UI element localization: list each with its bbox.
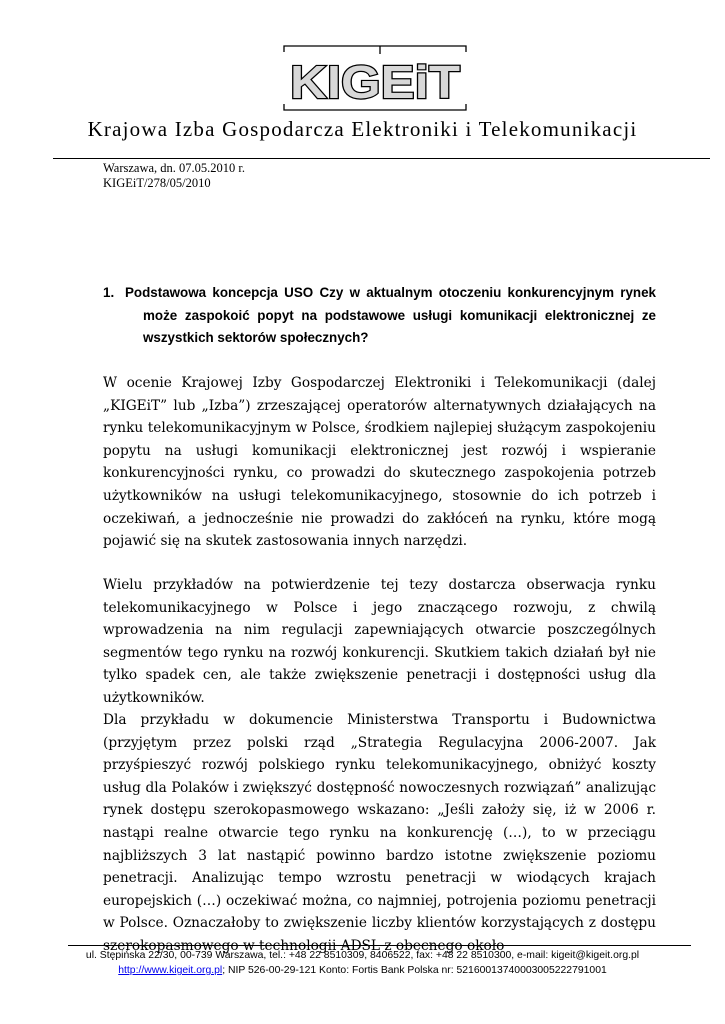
- organization-name: Krajowa Izba Gospodarcza Elektroniki i Telekomunikacji: [87, 117, 638, 141]
- section-number: 1.: [103, 285, 115, 300]
- footer-divider: [68, 945, 691, 946]
- body-paragraph-1: W ocenie Krajowej Izby Gospodarczej Elektroniki i Telekomunikacji (dalej „KIGEiT” lub „Izba”) zrzeszającej operatorów alternatywnych działających na rynku telekomunikacyjnym w Polsce, środkiem najlepiej służącym zaspokojeniu popytu na usługi komunikacji elektronicznej jest rozwój i wspieranie konkurencyjności rynku, co prowadzi do skutecznego zaspokojenia potrzeb użytkowników na usługi telekomunikacyjnego, stosownie do ich potrzeb i oczekiwań, a jednocześnie nie prowadzi do zakłóceń na rynku, które mogą pojawić się na skutek zastosowania innych narzędzi.: [103, 375, 656, 550]
- body-paragraph-2: Wielu przykładów na potwierdzenie tej tezy dostarcza obserwacja rynku telekomunikacyjnego w Polsce i jego znaczącego rozwoju, z chwilą wprowadzenia na nim regulacji zapewniających otwarcie poszczególnych segmentów tego rynku na rozwój konkurencji. Skutkiem takich działań był nie tylko spadek cen, ale także zwiększenie penetracji i dostępności usług dla użytkowników.: [103, 577, 656, 706]
- footer-details: [0, 965, 725, 976]
- letter-date: Warszawa, dn. 07.05.2010 r.: [103, 161, 246, 175]
- section-heading: [103, 282, 656, 350]
- footer-bank-info: ; NIP 526-00-29-121 Konto: Fortis Bank Polska nr: 52160013740003005222791001: [222, 965, 607, 976]
- kigeit-logo: [280, 44, 470, 112]
- website-link[interactable]: http://www.kigeit.org.pl: [118, 965, 223, 976]
- body-paragraph-3: Dla przykładu w dokumencie Ministerstwa Transportu i Budownictwa (przyjętym przez polski rząd „Strategia Regulacyjna 2006-2007. Jak przyśpieszyć rozwój polskiego rynku telekomunikacyjnego, obniżyć koszty usług dla Polaków i zwiększyć dostępność nowoczesnych rozwiązań” analizując rynek dostępu szerokopasmowego wskazano: „Jeśli założy się, iż w 2006 r. nastąpi realne otwarcie tego rynku na konkurencję (…), to w przeciągu najbliższych 3 lat nastąpić powinno bardzo istotne zwiększenie poziomu penetracji. Analizując tempo wzrostu penetracji w wiodących krajach europejskich (…) oczekiwać można, co najmniej, potrojenia poziomu penetracji w Polsce. Oznaczałoby to zwiększenie liczby klientów korzystających z dostępu szerokopasmowego w technologii ADSL z obecnego około: [103, 712, 656, 954]
- section-heading-text: Podstawowa koncepcja USO Czy w aktualnym otoczeniu konkurencyjnym rynek może zaspokoić popyt na podstawowe usługi komunikacji elektronicznej ze wszystkich sektorów społecznych?: [125, 285, 656, 345]
- logo-text: KIGEiT: [290, 56, 460, 108]
- header-divider: [53, 158, 710, 159]
- letter-reference: KIGEiT/278/05/2010: [103, 176, 211, 190]
- footer-address: ul. Stępińska 22/30, 00-739 Warszawa, tel.: +48 22 8510309, 8406522, fax: +48 22 8510300, e-mail: kigeit@kigeit.org.pl: [85, 950, 640, 961]
